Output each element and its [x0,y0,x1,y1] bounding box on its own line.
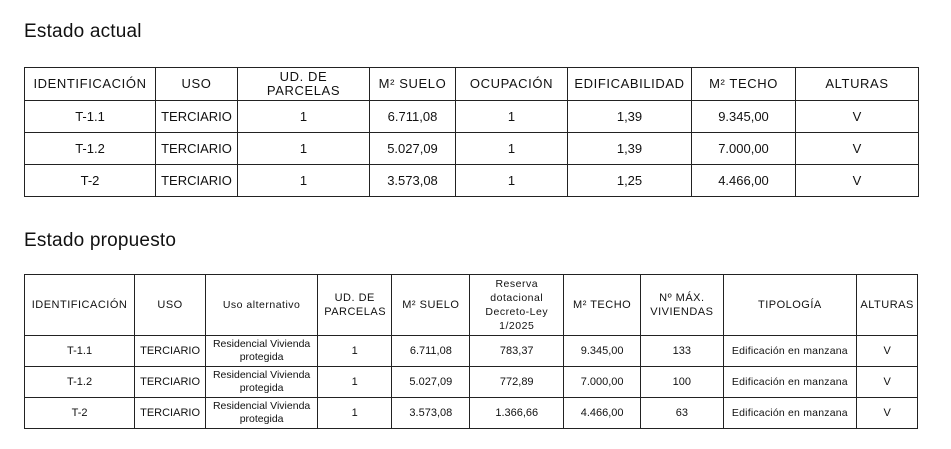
table-cell: 1 [456,101,568,133]
table-cell: V [857,398,918,429]
table-cell: Edificación en manzana [723,398,857,429]
column-header: M² TECHO [564,275,641,336]
table-cell: Residencial Vivienda protegida [206,367,318,398]
section-title-estado-propuesto: Estado propuesto [24,230,177,251]
table-cell: 3.573,08 [392,398,470,429]
table-cell: TERCIARIO [135,398,206,429]
table-cell: T-2 [25,398,135,429]
table-cell: Residencial Vivienda protegida [206,336,318,367]
column-header: M² SUELO [370,68,456,101]
section-title-estado-actual: Estado actual [24,21,142,42]
column-header: IDENTIFICACIÓN [25,68,156,101]
column-header: Nº MÁX. VIVIENDAS [641,275,723,336]
table-estado-actual [24,67,919,197]
column-header: UD. DE PARCELAS [318,275,392,336]
table-cell: 1.366,66 [470,398,564,429]
table-header-row [25,275,918,336]
table-cell: T-1.1 [25,101,156,133]
table-cell: 1 [456,133,568,165]
table-cell: 9.345,00 [564,336,641,367]
table-cell: 783,37 [470,336,564,367]
table-cell: 1 [456,165,568,197]
table-cell: 1 [238,101,370,133]
table-cell: 100 [641,367,723,398]
column-header: EDIFICABILIDAD [568,68,692,101]
column-header: USO [135,275,206,336]
table-cell: TERCIARIO [135,367,206,398]
table-cell: 4.466,00 [692,165,796,197]
table-cell: T-1.2 [25,367,135,398]
column-header: ALTURAS [857,275,918,336]
column-header: TIPOLOGÍA [723,275,857,336]
table-cell: 6.711,08 [370,101,456,133]
table-cell: V [796,133,919,165]
column-header: M² SUELO [392,275,470,336]
table-cell: 7.000,00 [692,133,796,165]
table-row [25,336,918,367]
table-cell: 772,89 [470,367,564,398]
column-header: IDENTIFICACIÓN [25,275,135,336]
table-cell: T-1.1 [25,336,135,367]
column-header: Reserva dotacional Decreto-Ley 1/2025 [470,275,564,336]
table-cell: 5.027,09 [370,133,456,165]
table-cell: 1 [318,367,392,398]
table-cell: 6.711,08 [392,336,470,367]
table-cell: 9.345,00 [692,101,796,133]
table-row [25,398,918,429]
table-row [25,133,919,165]
table-cell: 1 [318,398,392,429]
table-cell: 133 [641,336,723,367]
table-cell: Edificación en manzana [723,336,857,367]
table-cell: V [796,165,919,197]
table-cell: TERCIARIO [156,101,238,133]
column-header: ALTURAS [796,68,919,101]
table-cell: 63 [641,398,723,429]
table-cell: Edificación en manzana [723,367,857,398]
table-row [25,101,919,133]
table-row [25,165,919,197]
table-cell: 1,25 [568,165,692,197]
table-cell: T-1.2 [25,133,156,165]
table-cell: V [857,367,918,398]
table-cell: 1 [238,133,370,165]
table-cell: TERCIARIO [156,165,238,197]
table-cell: TERCIARIO [156,133,238,165]
column-header: USO [156,68,238,101]
table-cell: 5.027,09 [392,367,470,398]
table-row [25,367,918,398]
table-cell: V [857,336,918,367]
column-header: Uso alternativo [206,275,318,336]
table-cell: 1,39 [568,101,692,133]
column-header: M² TECHO [692,68,796,101]
column-header: UD. DE PARCELAS [238,68,370,101]
table-cell: 3.573,08 [370,165,456,197]
table-cell: 1,39 [568,133,692,165]
table-cell: 4.466,00 [564,398,641,429]
column-header: OCUPACIÓN [456,68,568,101]
table-estado-propuesto [24,274,918,429]
table-cell: 7.000,00 [564,367,641,398]
table-cell: 1 [238,165,370,197]
table-cell: 1 [318,336,392,367]
table-cell: TERCIARIO [135,336,206,367]
table-cell: V [796,101,919,133]
table-cell: T-2 [25,165,156,197]
table-cell: Residencial Vivienda protegida [206,398,318,429]
table-header-row [25,68,919,101]
